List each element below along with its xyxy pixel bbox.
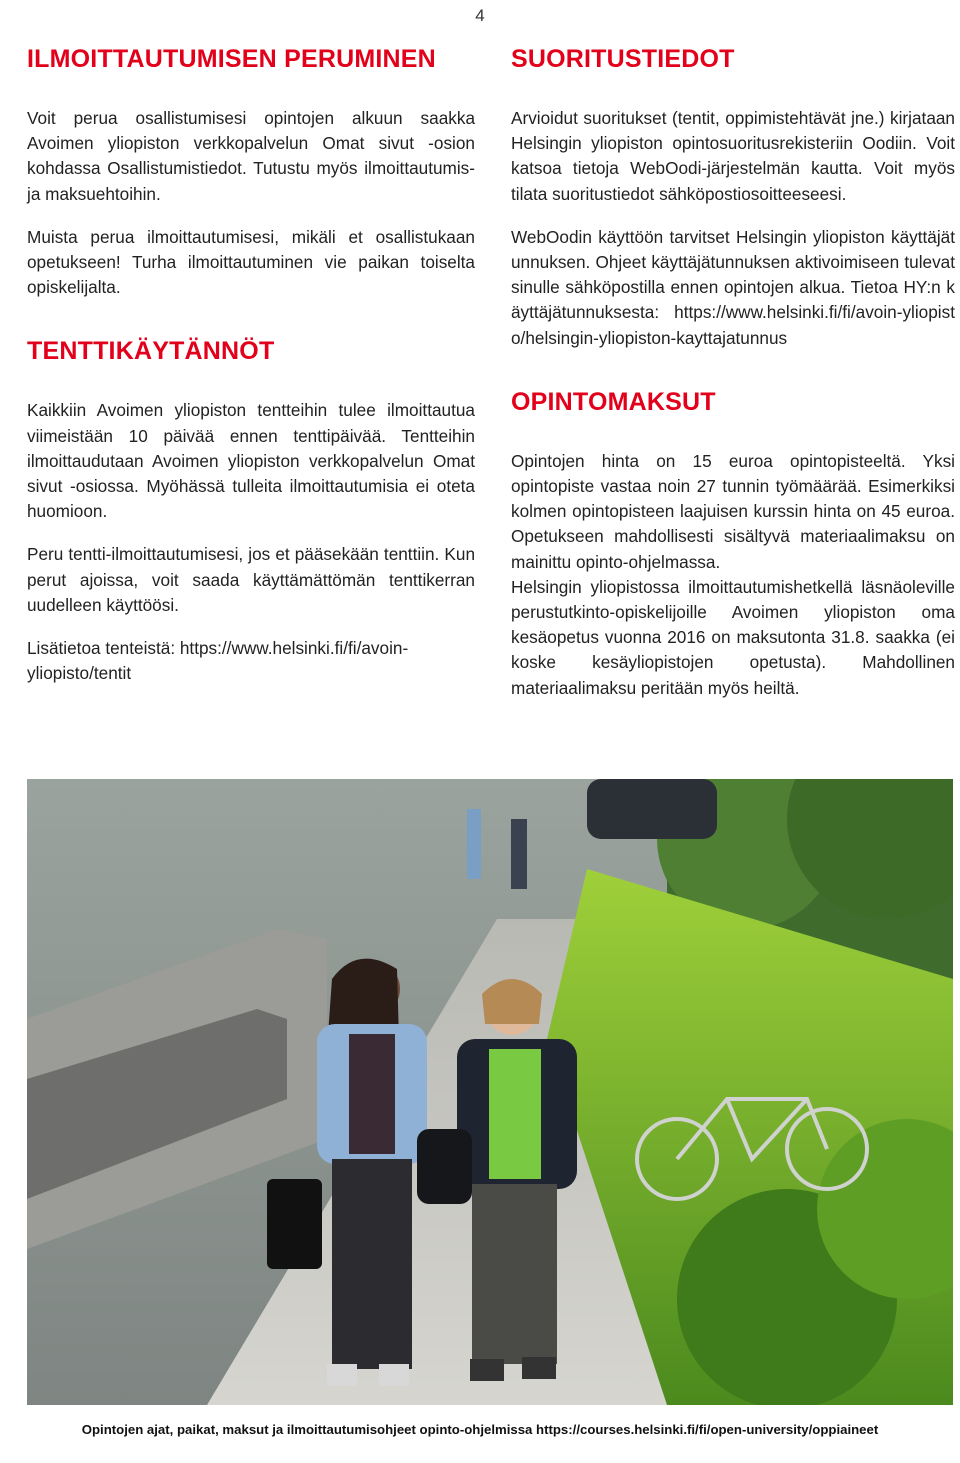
heading-study-fees: OPINTOMAKSUT [511, 387, 716, 416]
photo-caption: Opintojen ajat, paikat, maksut ja ilmoittautumisohjeet opinto-ohjelmissa https://courses.helsinki.fi/fi/open-university/oppiaineet [81, 1422, 879, 1437]
user-account-link-paragraph[interactable]: WebOodin käyttöön tarvitset Helsingin yliopiston käyttäjätunnuksen. Ohjeet käyttäjätunnuksen aktivoimiseen tulevat sinulle sähköpostilla ennen opintojen alkua. Tietoa HY:n käyttäjätunnuksesta: https://www.helsinki.fi/fi/avoin-yliopisto/helsingin-yliopiston-kayttajatunnus [511, 226, 955, 348]
exam-info-link-paragraph[interactable]: Lisätietoa tenteistä: https://www.helsinki.fi/fi/avoin-yliopisto/tentit [27, 638, 409, 684]
heading-exam-practices: TENTTIKÄYTÄNNÖT [27, 337, 275, 366]
pedestrian [467, 809, 481, 879]
paragraph: Helsingin yliopistossa ilmoittautumishetkellä läsnäoleville perustutkinto-opiskelijoille Avoimen yliopiston oma kesäopetus vuonna 2016 on maksutonta 31.8. saakka (ei koske kesäyliopistojen opetusta). Mahdollinen materiaalimaksu peritään myös heiltä. [511, 576, 955, 698]
heading-study-records: SUORITUSTIEDOT [511, 45, 735, 73]
paragraph: Voit perua osallistumisesi opintojen alkuun saakka Avoimen yliopiston verkkopalvelun Omat sivut -osion kohdassa Osallistumistiedot. Tutustu myös ilmoittautumis- ja maksuehtoihin. [27, 108, 475, 204]
page-number: 4 [475, 6, 485, 25]
paragraph: Muista perua ilmoittautumisesi, mikäli et osallistukaan opetukseen! Turha ilmoittautuminen vie paikan toiselta opiskelijalta. [27, 226, 475, 298]
pedestrian [511, 819, 527, 889]
heading-registration-cancellation: ILMOITTAUTUMISEN PERUMINEN [27, 45, 436, 73]
paragraph: Peru tentti-ilmoittautumisesi, jos et pääsekään tenttiin. Kun perut ajoissa, voit saada käyttämättömän tenttikerran uudelleen käyttöösi. [27, 544, 475, 615]
right-column [511, 42, 955, 701]
students-walking-photo [27, 779, 953, 1405]
paragraph: Arvioidut suoritukset (tentit, oppimistehtävät jne.) kirjataan Helsingin yliopiston opintosuoritusrekisteriin Oodiin. Voit katsoa tietoja WebOodi-järjestelmän kautta. Voit myös tilata suoritustiedot sähköpostiosoitteeseesi. [511, 108, 955, 204]
paragraph: Opintojen hinta on 15 euroa opintopisteeltä. Yksi opintopiste vastaa noin 27 tunnin työmäärää. Esimerkiksi kolmen opintopisteen laajuisen kurssin hinta on 45 euroa. Opetukseen mahdollisesti sisältyvä materiaalimaksu on mainittu opinto-ohjelmassa. [511, 450, 955, 572]
parked-car [587, 779, 717, 839]
photo-illustration [27, 779, 953, 1405]
paragraph: Kaikkiin Avoimen yliopiston tentteihin tulee ilmoittautua viimeistään 10 päivää ennen tenttipäivää. Tentteihin ilmoittaudutaan Avoimen yliopiston verkkopalvelun Omat sivut -osiossa. Myöhässä tulleita ilmoittautumisia ei oteta huomioon. [27, 400, 475, 522]
left-column [27, 42, 475, 686]
